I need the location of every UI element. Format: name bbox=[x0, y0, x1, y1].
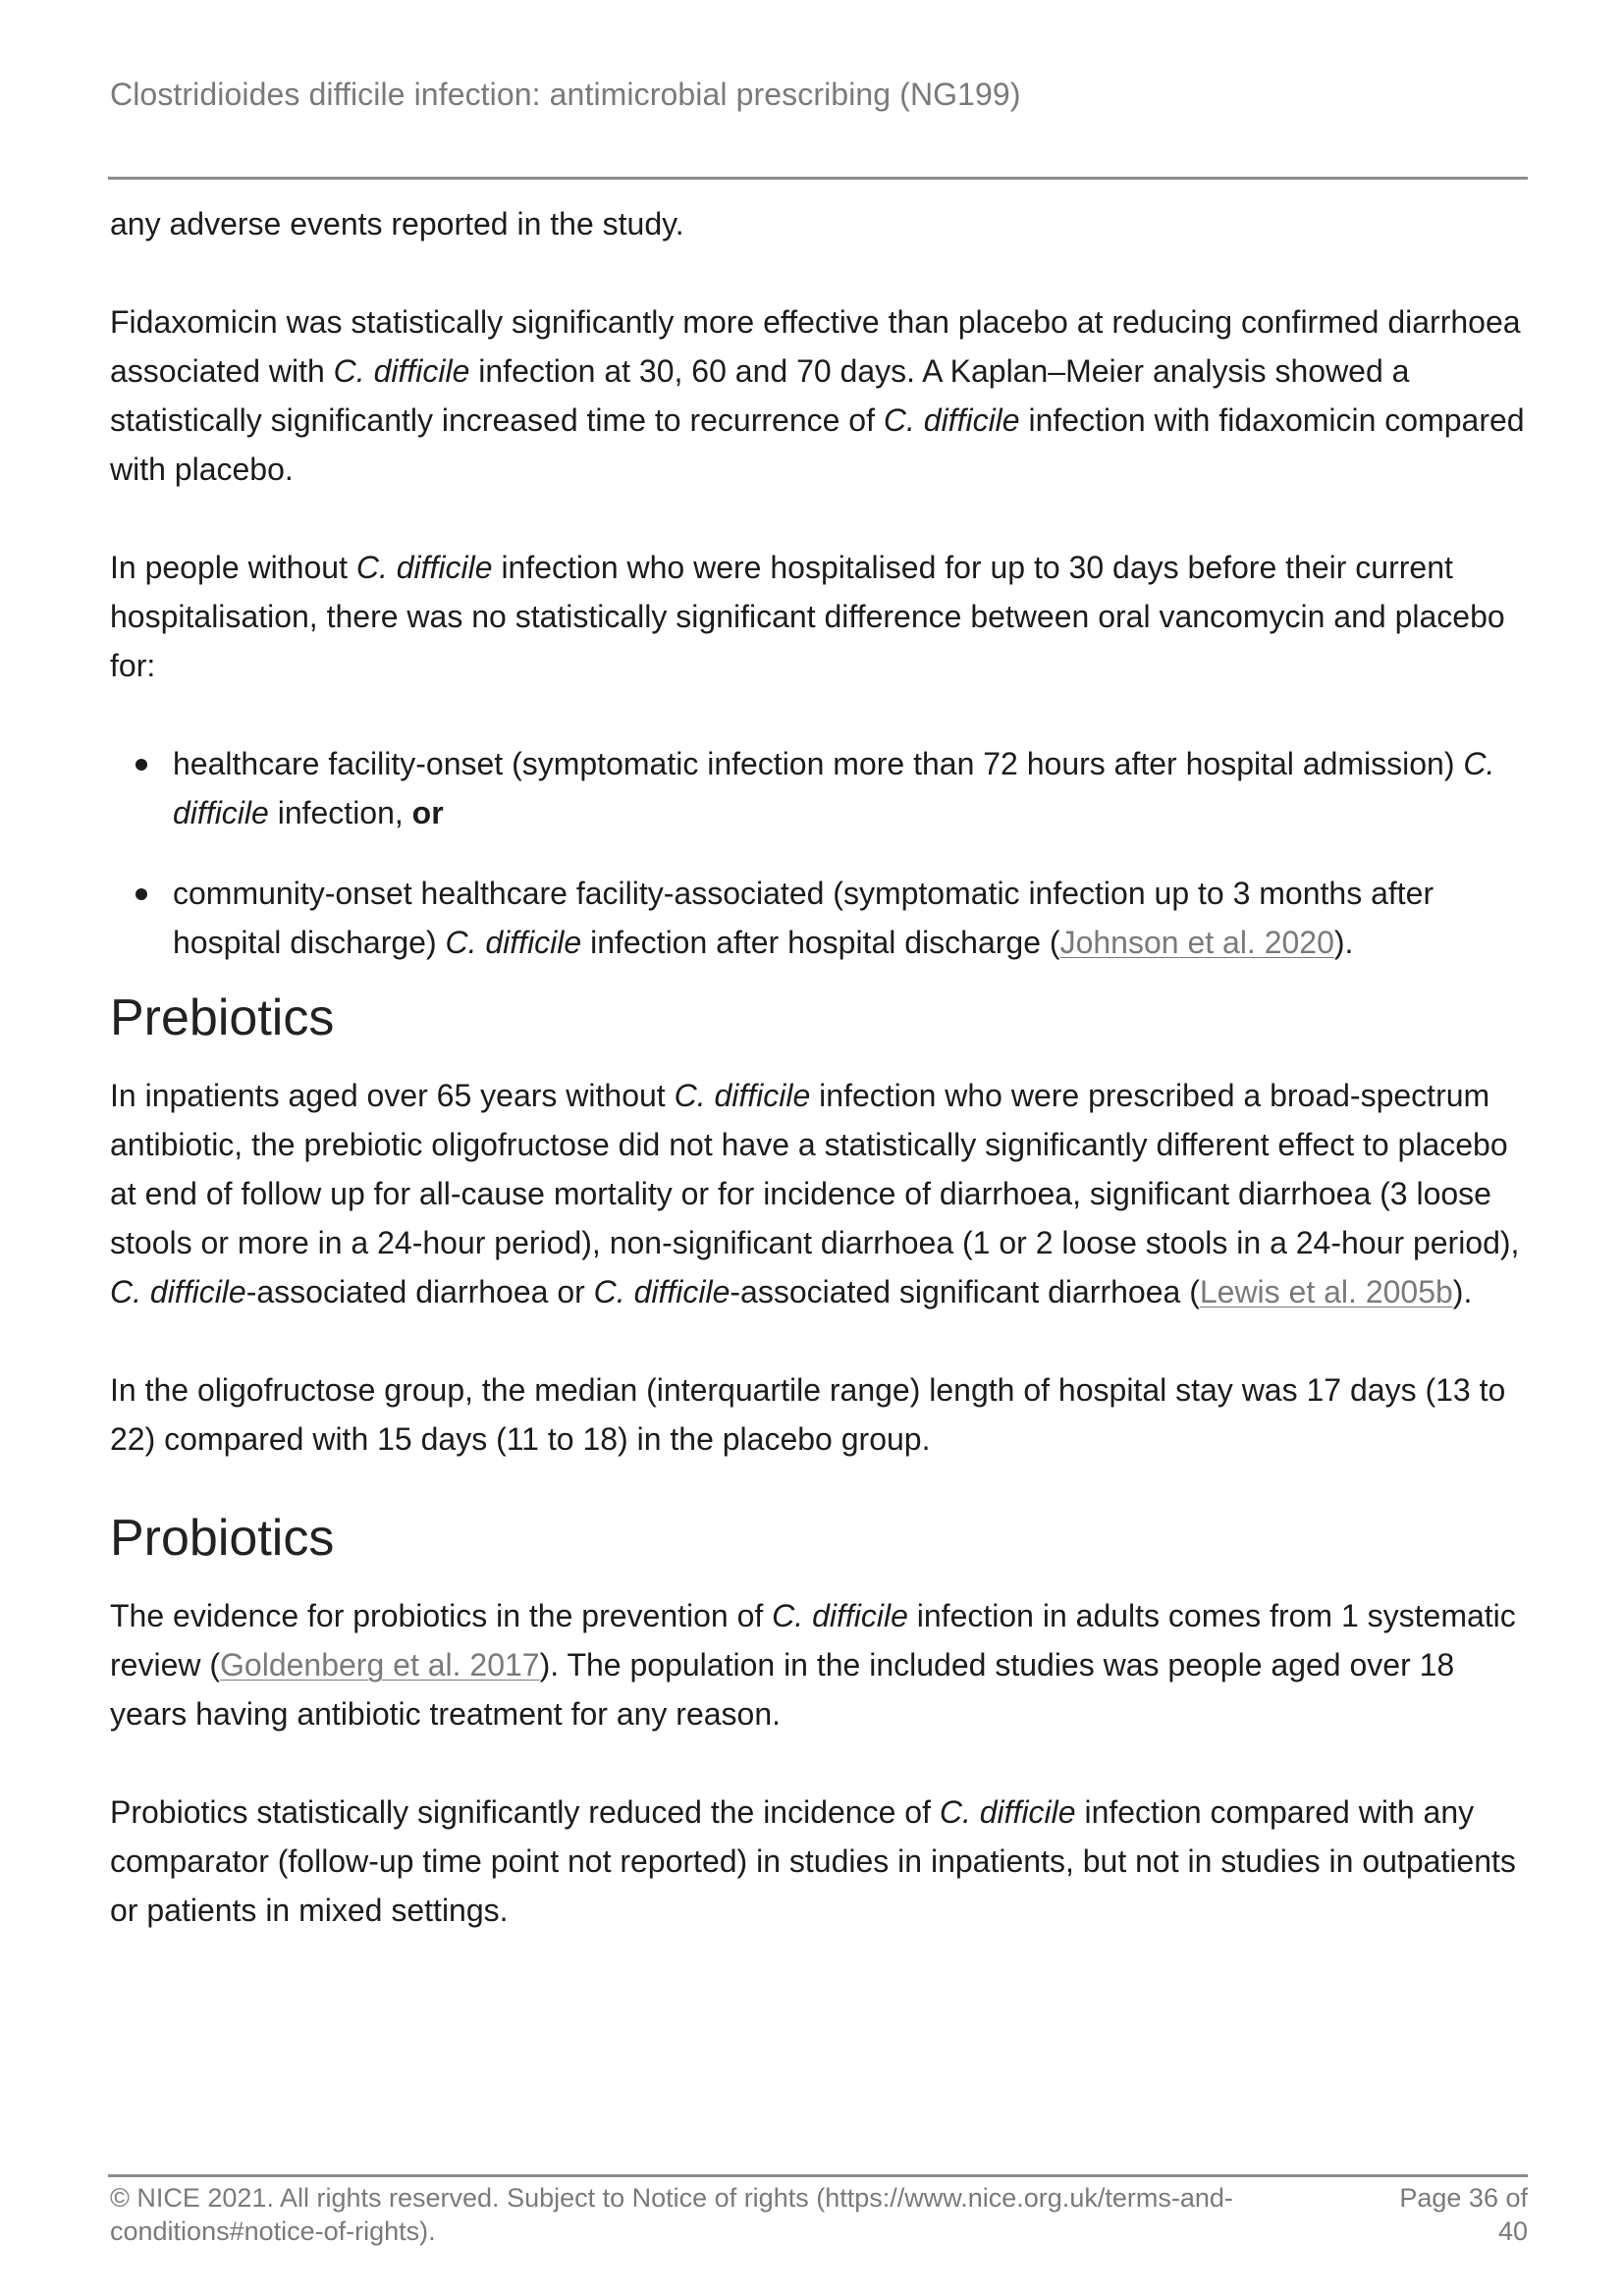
reference-link-goldenberg-2017[interactable]: Goldenberg et al. 2017 bbox=[220, 1647, 540, 1682]
bullet-icon bbox=[135, 888, 147, 900]
bullet-list bbox=[110, 739, 1532, 967]
document-body bbox=[110, 199, 1532, 1935]
footer-page-number: Page 36 of 40 bbox=[1399, 2183, 1528, 2246]
list-item: healthcare facility-onset (symptomatic infection more than 72 hours after hospital admission) C. difficile infection, or bbox=[110, 739, 1532, 837]
reference-link-johnson-2020[interactable]: Johnson et al. 2020 bbox=[1059, 925, 1334, 960]
list-item: community-onset healthcare facility-associated (symptomatic infection up to 3 months after hospital discharge) C. difficile infection after hospital discharge (Johnson et al. 2020). bbox=[110, 869, 1532, 967]
paragraph-prebiotics-oligofructose: In inpatients aged over 65 years without C. difficile infection who were prescribed a broad-spectrum antibiotic, the prebiotic oligofructose did not have a statistically significantly different effect to placebo at end of follow up for all-cause mortality or for incidence of diarrhoea, significant diarrhoea (3 loose stools or more in a 24-hour period), non-significant diarrhoea (1 or 2 loose stools in a 24-hour period), C. difficile-associated diarrhoea or C. difficile-associated significant diarrhoea (Lewis et al. 2005b). bbox=[110, 1078, 1520, 1309]
paragraph-vancomycin: In people without C. difficile infection who were hospitalised for up to 30 days before their current hospitalisation, there was no statistically significant difference between oral vancomycin and placebo for: bbox=[110, 550, 1505, 683]
section-heading-prebiotics: Prebiotics bbox=[110, 989, 335, 1046]
reference-link-lewis-2005b[interactable]: Lewis et al. 2005b bbox=[1199, 1274, 1453, 1309]
paragraph-fidaxomicin: Fidaxomicin was statistically significantly more effective than placebo at reducing confirmed diarrhoea associated with C. difficile infection at 30, 60 and 70 days. A Kaplan–Meier analysis showed a statistically significantly increased time to recurrence of C. difficile infection with fidaxomicin compared with placebo. bbox=[110, 304, 1525, 487]
footer-divider bbox=[108, 2174, 1528, 2177]
section-heading-probiotics: Probiotics bbox=[110, 1510, 335, 1567]
footer-copyright: © NICE 2021. All rights reserved. Subject to Notice of rights (https://www.nice.org.uk/terms-and-conditions#notice-of-rights). bbox=[110, 2183, 1233, 2246]
paragraph-adverse-events: any adverse events reported in the study. bbox=[110, 206, 684, 241]
paragraph-probiotics-evidence: The evidence for probiotics in the prevention of C. difficile infection in adults comes from 1 systematic review (Goldenberg et al. 2017). The population in the included studies was people aged over 18 years having antibiotic treatment for any reason. bbox=[110, 1598, 1516, 1732]
paragraph-probiotics-results: Probiotics statistically significantly reduced the incidence of C. difficile infection compared with any comparator (follow-up time point not reported) in studies in inpatients, but not in studies in outpatients or patients in mixed settings. bbox=[110, 1794, 1516, 1928]
header-divider bbox=[108, 177, 1528, 180]
page-header-title: Clostridioides difficile infection: antimicrobial prescribing (NG199) bbox=[110, 77, 1021, 112]
bullet-icon bbox=[135, 759, 147, 771]
paragraph-hospital-stay: In the oligofructose group, the median (interquartile range) length of hospital stay was 17 days (13 to 22) compared with 15 days (11 to 18) in the placebo group. bbox=[110, 1372, 1506, 1457]
